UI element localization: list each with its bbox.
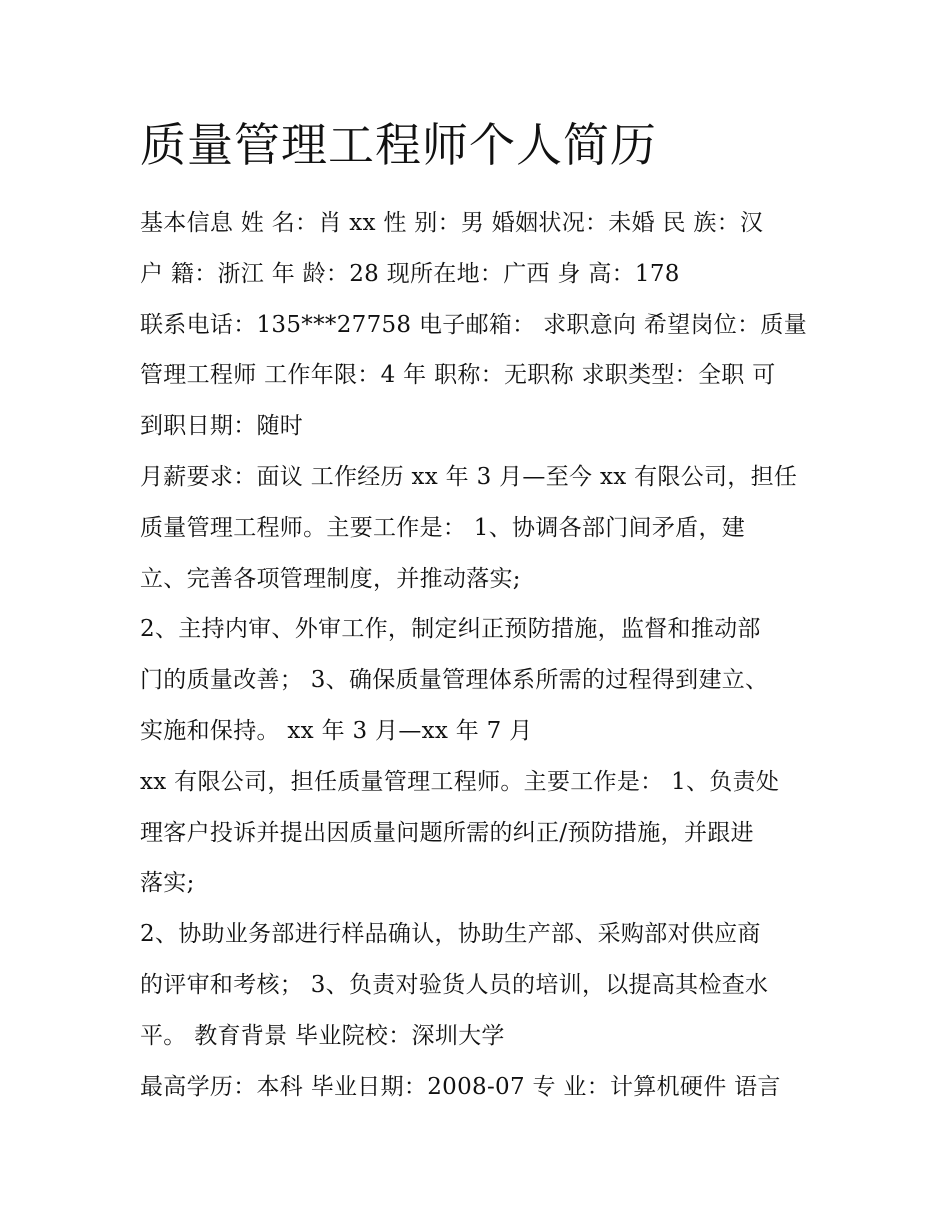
page-title: 质量管理工程师个人简历: [140, 118, 657, 172]
text-line: 最高学历：本科 毕业日期：2008-07 专 业：计算机硬件 语言: [140, 1073, 781, 1100]
text-line: 落实;: [140, 870, 195, 897]
text-line: 联系电话：135***27758 电子邮箱： 求职意向 希望岗位：质量: [140, 311, 807, 338]
resume-body: [140, 198, 840, 1112]
text-line: 2、主持内审、外审工作，制定纠正预防措施，监督和推动部: [140, 616, 761, 643]
text-line: 质量管理工程师。主要工作是： 1、协调各部门间矛盾，建: [140, 514, 746, 541]
text-line: 的评审和考核； 3、负责对验货人员的培训，以提高其检查水: [140, 971, 769, 998]
text-line: 到职日期：随时: [140, 413, 304, 440]
text-line: 理客户投诉并提出因质量问题所需的纠正/预防措施，并跟进: [140, 819, 754, 846]
text-line: 门的质量改善； 3、确保质量管理体系所需的过程得到建立、: [140, 667, 769, 694]
text-line: 实施和保持。 xx 年 3 月—xx 年 7 月: [140, 717, 533, 744]
text-line: 管理工程师 工作年限：4 年 职称：无职称 求职类型：全职 可: [140, 362, 776, 389]
text-line: 月薪要求：面议 工作经历 xx 年 3 月—至今 xx 有限公司，担任: [140, 463, 798, 490]
text-line: 户 籍：浙江 年 龄：28 现所在地：广西 身 高：178: [140, 260, 680, 287]
text-line: 基本信息 姓 名：肖 xx 性 别：男 婚姻状况：未婚 民 族：汉: [140, 210, 764, 236]
text-line: 2、协助业务部进行样品确认，协助生产部、采购部对供应商: [140, 921, 761, 948]
text-line: 平。 教育背景 毕业院校：深圳大学: [140, 1022, 505, 1049]
text-line: xx 有限公司，担任质量管理工程师。主要工作是： 1、负责处: [140, 768, 780, 795]
text-line: 立、完善各项管理制度，并推动落实;: [140, 565, 521, 592]
